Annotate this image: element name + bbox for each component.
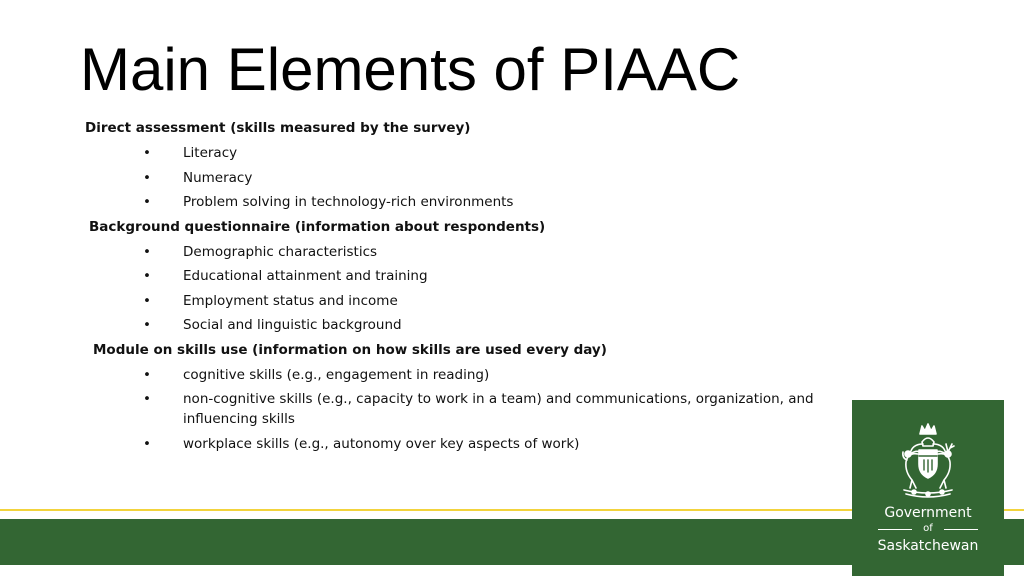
list-item-text: cognitive skills (e.g., engagement in reading) — [183, 367, 490, 383]
section-heading-background-questionnaire: Background questionnaire (information about respondents) — [89, 219, 546, 235]
bullet-icon: • — [143, 170, 151, 186]
logo-text-of: of — [923, 523, 933, 534]
list-item-text: Employment status and income — [183, 293, 398, 309]
bullet-icon: • — [143, 293, 151, 309]
logo-text-saskatchewan: Saskatchewan — [877, 538, 979, 554]
bullet-icon: • — [143, 145, 151, 161]
logo-text-government: Government — [884, 505, 972, 521]
bullet-icon: • — [143, 244, 151, 260]
bullet-icon: • — [143, 317, 151, 333]
list-item-text: Social and linguistic background — [183, 317, 402, 333]
slide-title: Main Elements of PIAAC — [80, 36, 741, 103]
coat-of-arms-icon — [898, 422, 958, 498]
section-heading-module-skills-use: Module on skills use (information on how skills are used every day) — [93, 342, 607, 358]
bullet-icon: • — [143, 268, 151, 284]
section-heading-direct-assessment: Direct assessment (skills measured by the survey) — [85, 120, 471, 136]
list-item-text: Demographic characteristics — [183, 244, 378, 260]
bullet-icon: • — [143, 391, 151, 407]
list-item-text: Problem solving in technology-rich environments — [183, 194, 514, 210]
bullet-icon: • — [143, 367, 151, 383]
list-item-text: Numeracy — [183, 170, 253, 186]
logo-divider-right — [944, 529, 978, 530]
bullet-icon: • — [143, 194, 151, 210]
bullet-icon: • — [143, 436, 151, 452]
list-item-text: non-cognitive skills (e.g., capacity to work in a team) and communications, organization, and influencing skills — [183, 391, 814, 427]
government-logo-badge — [852, 400, 1004, 576]
list-item-text: workplace skills (e.g., autonomy over key aspects of work) — [183, 436, 580, 452]
list-item-text: Educational attainment and training — [183, 268, 428, 284]
list-item-text: Literacy — [183, 145, 238, 161]
